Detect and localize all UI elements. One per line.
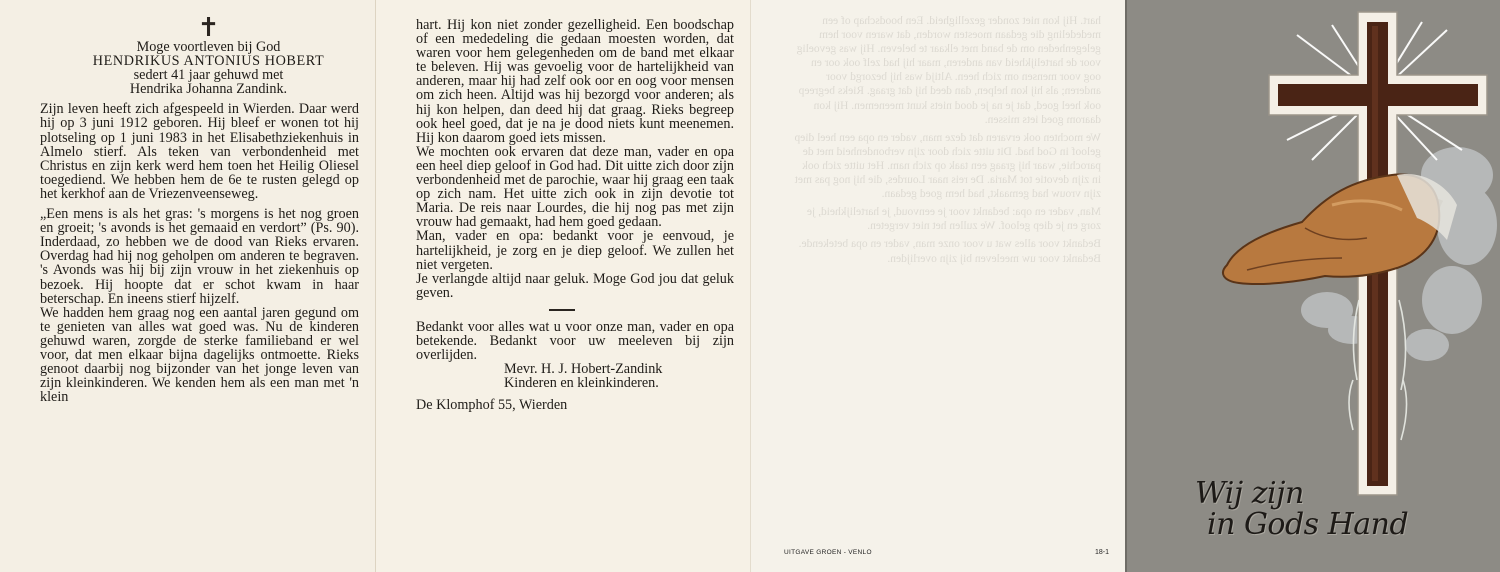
- paragraph-character: hart. Hij kon niet zonder gezelligheid. Een boodschap of een mededeling die gedaan moesten worden, dat waren voor hem gelegenheden om de band met elkaar te beleven. Hij was gevoelig voor de hartelijkheid van anderen, maar hij had zelf ook oor en oog voor mensen om zich heen. Altijd was hij bezorgd voor anderen; als hij kon helpen, dan deed hij dat graag. Rieks begreep ook heel goed, dat je na je dood niets kunt meenemen. Hij kon daarom goed iets missen.: [416, 17, 734, 146]
- paragraph-family: We hadden hem graag nog een aantal jaren gegund om te genieten van alles wat goed was. Nu de kinderen gehuwd waren, zorgde de sterke familieband er wel voor, dat men elkaar bijna dagelijks ontmoette. Rieks genoot daarbij nog bijzonder van het jonge leven van zijn kleinkinderen. We kenden hem als een man met 'n klein: [40, 304, 359, 406]
- divider: [549, 309, 575, 311]
- cross-icon: ✝: [197, 13, 220, 42]
- paragraph-faith: We mochten ook ervaren dat deze man, vader en opa een heel diep geloof in God had. Dit uitte zich door zijn verbondenheid met de parochie, waar hij graag een taak op zich nam. Het uitte zich ook in zijn devotie tot Maria. De reis naar Lourdes, die hij nog pas met zijn vrouw had gemaakt, had hem goed gedaan.: [416, 143, 734, 231]
- signature-line-2: Kinderen en kleinkinderen.: [504, 375, 659, 392]
- paragraph-farewell: Man, vader en opa: bedankt voor je eenvoud, je hartelijkheid, je zorg en je diep geloof. We zullen het niet vergeten.: [416, 228, 734, 273]
- caption-line-1: Wij zijn: [1195, 476, 1304, 511]
- cover-caption: [1195, 478, 1435, 540]
- panel-back: [750, 0, 1125, 572]
- address: De Klomphof 55, Wierden: [416, 397, 568, 414]
- header-line-3: sedert 41 jaar gehuwd met: [133, 67, 284, 84]
- header-line-1: Moge voortleven bij God: [136, 39, 281, 55]
- paragraph-wish: Je verlangde altijd naar geluk. Moge God jou dat geluk geven.: [416, 270, 734, 301]
- bleed-through-text: hart. Hij kon niet zonder gezelligheid. Een boodschap of een mededeling die gedaan moesten worden, dat waren voor hem gelegenheden om de band met elkaar te beleven. Hij was gevoelig voor de hartelijkheid van anderen, maar hij had zelf ook oor en oog voor mensen om zich heen. Altijd was hij bezorgd voor anderen; als hij kon helpen, dan deed hij dat graag. Rieks begreep ook heel goed, dat je na je dood niets kunt meenemen. Hij kon daarom goed iets missen. We mochten ook ervaren dat deze man, vader en opa een heel diep geloof in God had. Dit uitte zich door zijn verbondenheid met de parochie, waar hij graag een taak op zich nam. Het uitte zich ook in zijn devotie tot Maria. De reis naar Lourdes, die hij nog pas met zijn vrouw had gemaakt, had hem goed gedaan. Man, vader en opa: bedankt voor je eenvoud, je hartelijkheid, je zorg en je diep geloof. We zullen het niet vergeten. Bedankt voor alles wat u voor onze man, vader en opa betekende. Bedankt voor uw meeleven bij zijn overlijden.: [794, 15, 1101, 265]
- paragraph-psalm: „Een mens is als het gras: 's morgens is het nog groen en groeit; 's avonds is het gemaaid en verdort” (Ps. 90). Inderdaad, zo hebben we de dood van Rieks ervaren. Overdag had hij nog geholpen om anderen te begraven. 's Avonds was hij bij zijn vrouw in het ziekenhuis op bezoek. Hij hoopte dat er schot kwam in haar beterschap. En ineens stierf hijzelf.: [40, 206, 359, 307]
- signature-line-1: Mevr. H. J. Hobert-Zandink: [504, 361, 663, 378]
- paragraph-life: Zijn leven heeft zich afgespeeld in Wierden. Daar werd hij op 3 juni 1912 geboren. Hij bleef er wonen tot hij plotseling op 1 juni 1983 in het Elisabethziekenhuis in Almelo stierf. Als teken van verbondenheid met Christus en zijn kerk werd hem toen het Heilig Oliesel toegediend. We hebben hem de 6e te rusten gelegd op het kerkhof aan de Vriezenveenseweg.: [40, 101, 359, 202]
- panel-left: [0, 0, 375, 572]
- publisher-imprint: UITGAVE GROEN - VENLO: [784, 549, 872, 556]
- panel-cover: [1125, 0, 1500, 572]
- hand-icon: [1223, 174, 1457, 284]
- deceased-name: HENDRIKUS ANTONIUS HOBERT: [92, 53, 325, 70]
- caption-line-2: in Gods Hand: [1207, 507, 1409, 542]
- thanks-text: Bedankt voor alles wat u voor onze man, vader en opa betekende. Bedankt voor uw meeleven bij zijn overlijden.: [416, 318, 734, 364]
- spouse-name: Hendrika Johanna Zandink.: [129, 81, 288, 98]
- card-code: 18-1: [1094, 549, 1109, 556]
- panel-middle: [375, 0, 750, 572]
